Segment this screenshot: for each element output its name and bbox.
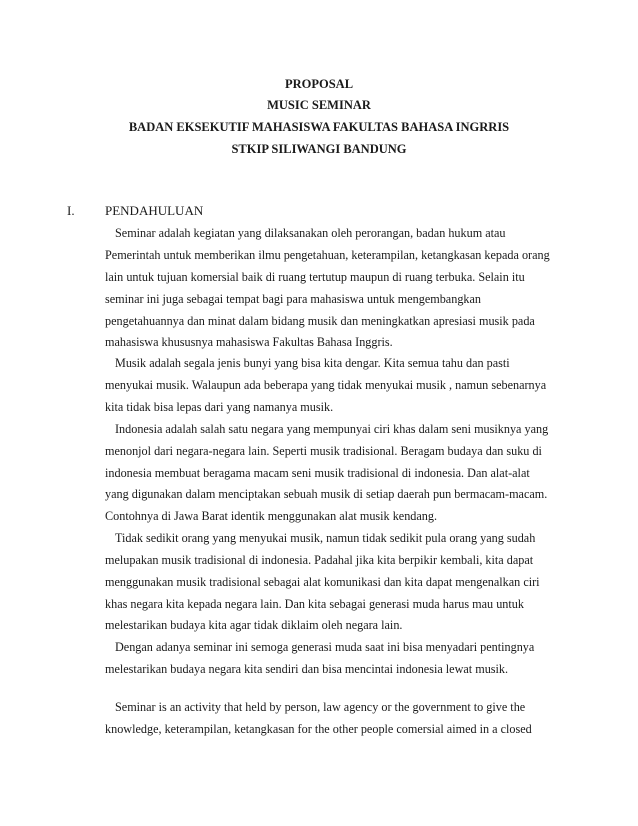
body-line: seminar ini juga sebagai tempat bagi para mahasiswa untuk mengembangkan xyxy=(105,292,482,306)
doc-subtitle: MUSIC SEMINAR xyxy=(267,98,371,112)
body-line: melupakan musik tradisional di indonesia. Padahal jika kita berpikir kembali, kita dapat xyxy=(105,553,534,567)
body-line: Pemerintah untuk memberikan ilmu pengetahuan, keterampilan, ketangkasan kepada orang xyxy=(105,248,550,262)
body-line: pengetahuannya dan minat dalam bidang musik dan meningkatkan apresiasi musik pada xyxy=(105,314,535,328)
section-title: PENDAHULUAN xyxy=(105,203,204,218)
doc-organization: BADAN EKSEKUTIF MAHASISWA FAKULTAS BAHASA INGRRIS xyxy=(128,120,510,134)
body-line: Contohnya di Jawa Barat identik menggunakan alat musik kendang. xyxy=(105,509,438,523)
body-line: Tidak sedikit orang yang menyukai musik, namun tidak sedikit pula orang yang sudah xyxy=(115,531,536,545)
body-line: mahasiswa khususnya mahasiswa Fakultas Bahasa Inggris. xyxy=(105,335,393,349)
body-line: kita tidak bisa lepas dari yang namanya musik. xyxy=(105,400,334,414)
body-line: Dengan adanya seminar ini semoga generasi muda saat ini bisa menyadari pentingnya xyxy=(115,640,535,654)
body-line: menyukai musik. Walaupun ada beberapa yang tidak menyukai musik , namun sebenarnya xyxy=(105,378,547,392)
body-line: Seminar adalah kegiatan yang dilaksanakan oleh perorangan, badan hukum atau xyxy=(115,226,506,240)
body-line: lain untuk tujuan komersial baik di ruang tertutup maupun di ruang terbuka. Selain itu xyxy=(105,270,525,284)
body-line: indonesia membuat beragama macam seni musik tradisional di indonesia. Dan alat-alat xyxy=(105,466,530,480)
doc-institution: STKIP SILIWANGI BANDUNG xyxy=(231,142,407,156)
body-line: melestarikan budaya kita agar tidak diklaim oleh negara lain. xyxy=(105,618,403,632)
body-line: melestarikan budaya negara kita sendiri dan bisa mencintai indonesia lewat musik. xyxy=(105,662,509,676)
doc-title: PROPOSAL xyxy=(284,77,354,91)
body-line: Musik adalah segala jenis bunyi yang bisa kita dengar. Kita semua tahu dan pasti xyxy=(115,356,510,370)
body-line: menggunakan musik tradisional sebagai alat komunikasi dan kita dapat mengenalkan ciri xyxy=(105,575,540,589)
body-line: Seminar is an activity that held by person, law agency or the government to give the xyxy=(115,700,526,714)
body-line: menonjol dari negara-negara lain. Seperti musik tradisional. Beragam budaya dan suku di xyxy=(105,444,542,458)
body-line: yang digunakan dalam menciptakan sebuah musik di setiap daerah pun bermacam-macam. xyxy=(105,487,548,501)
section-number: I. xyxy=(67,203,75,218)
body-line: Indonesia adalah salah satu negara yang mempunyai ciri khas dalam seni musiknya yang xyxy=(115,422,549,436)
body-line: khas negara kita kepada negara lain. Dan kita sebagai generasi muda harus mau untuk xyxy=(105,597,524,611)
body-line: knowledge, keterampilan, ketangkasan for the other people comersial aimed in a closed xyxy=(105,722,532,736)
